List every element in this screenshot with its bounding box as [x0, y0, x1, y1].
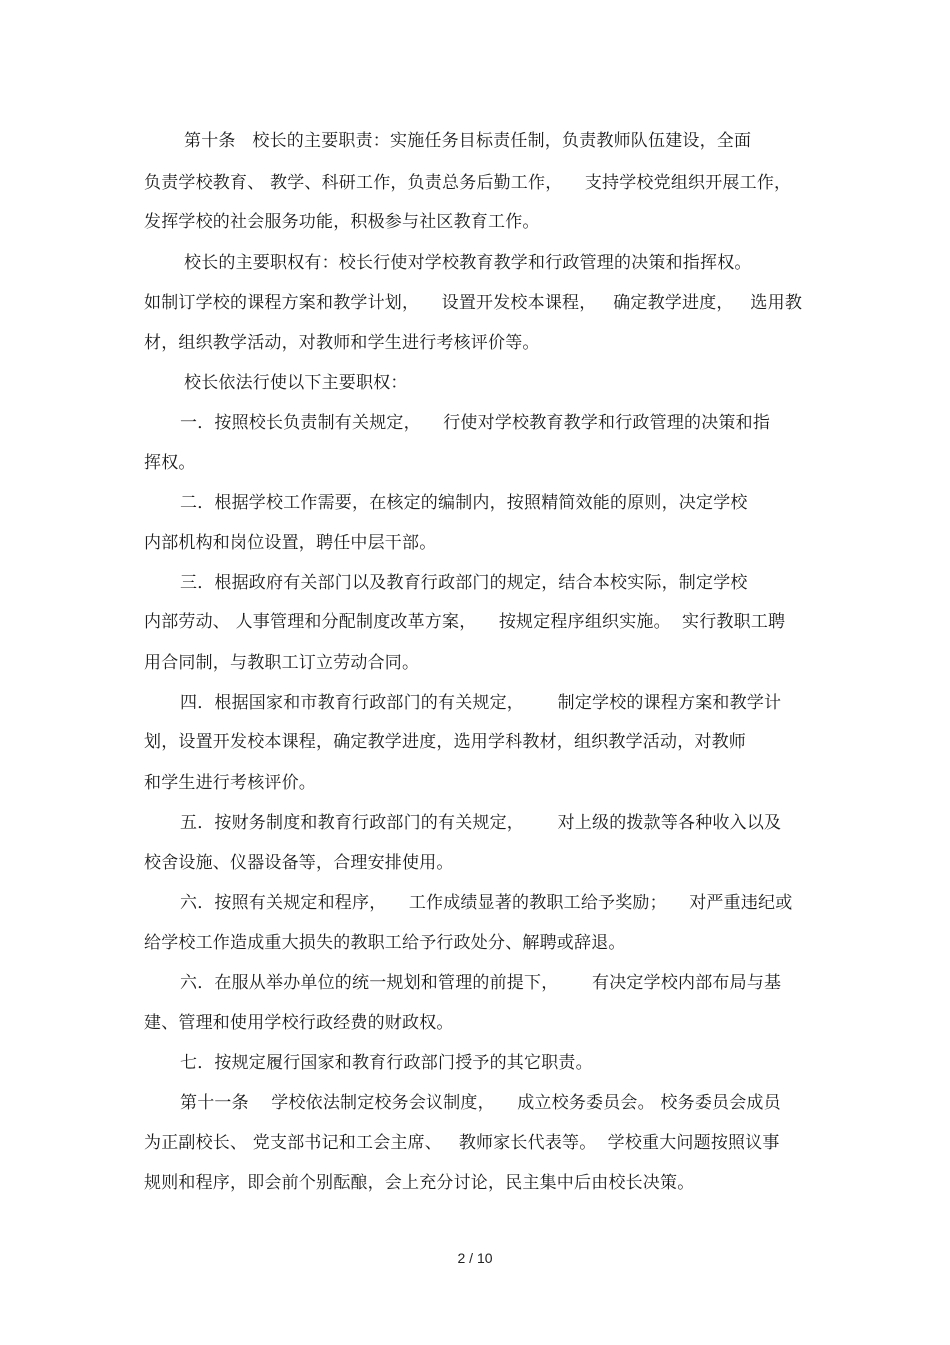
text-line: 第十一条 学校依法制定校务会议制度， 成立校务委员会。 校务委员会成员 — [180, 1093, 781, 1113]
text-line: 和学生进行考核评价。 — [144, 773, 316, 793]
text-line: 二．根据学校工作需要，在核定的编制内，按照精简效能的原则，决定学校 — [180, 493, 748, 513]
text-line: 校长依法行使以下主要职权： — [184, 373, 408, 393]
text-line: 六．按照有关规定和程序， 工作成绩显著的教职工给予奖励； 对严重违纪或 — [180, 893, 793, 913]
text-line: 校长的主要职权有：校长行使对学校教育教学和行政管理的决策和指挥权。 — [184, 253, 752, 273]
text-line: 一．按照校长负责制有关规定， 行使对学校教育教学和行政管理的决策和指 — [180, 413, 771, 433]
text-line: 划，设置开发校本课程，确定教学进度，选用学科教材，组织教学活动，对教师 — [144, 732, 746, 752]
text-line: 校舍设施、仪器设备等，合理安排使用。 — [144, 853, 454, 873]
text-line: 负责学校教育、 教学、科研工作，负责总务后勤工作， 支持学校党组织开展工作， — [144, 173, 792, 193]
text-line: 发挥学校的社会服务功能，积极参与社区教育工作。 — [144, 212, 540, 232]
text-line: 三．根据政府有关部门以及教育行政部门的规定，结合本校实际，制定学校 — [180, 573, 748, 593]
text-line: 四．根据国家和市教育行政部门的有关规定， 制定学校的课程方案和教学计 — [180, 693, 782, 713]
text-line: 内部机构和岗位设置，聘任中层干部。 — [144, 533, 437, 553]
text-line: 挥权。 — [144, 453, 196, 473]
text-line: 用合同制，与教职工订立劳动合同。 — [144, 653, 420, 673]
text-line: 六．在服从举办单位的统一规划和管理的前提下， 有决定学校内部布局与基 — [180, 973, 782, 993]
text-line: 建、管理和使用学校行政经费的财政权。 — [144, 1013, 454, 1033]
text-line: 如制订学校的课程方案和教学计划， 设置开发校本课程， 确定教学进度， 选用教 — [144, 293, 803, 313]
text-line: 第十条 校长的主要职责：实施任务目标责任制，负责教师队伍建设，全面 — [184, 131, 752, 151]
text-line: 材，组织教学活动，对教师和学生进行考核评价等。 — [144, 333, 540, 353]
text-line: 内部劳动、 人事管理和分配制度改革方案， 按规定程序组织实施。 实行教职工聘 — [144, 612, 786, 632]
page-number: 2 / 10 — [457, 1250, 493, 1266]
text-line: 五．按财务制度和教育行政部门的有关规定， 对上级的拨款等各种收入以及 — [180, 813, 782, 833]
text-line: 规则和程序，即会前个别酝酿，会上充分讨论，民主集中后由校长决策。 — [144, 1173, 695, 1193]
text-line: 给学校工作造成重大损失的教职工给予行政处分、解聘或辞退。 — [144, 933, 626, 953]
text-line: 为正副校长、 党支部书记和工会主席、 教师家长代表等。 学校重大问题按照议事 — [144, 1133, 780, 1153]
text-line: 七．按规定履行国家和教育行政部门授予的其它职责。 — [180, 1053, 593, 1073]
